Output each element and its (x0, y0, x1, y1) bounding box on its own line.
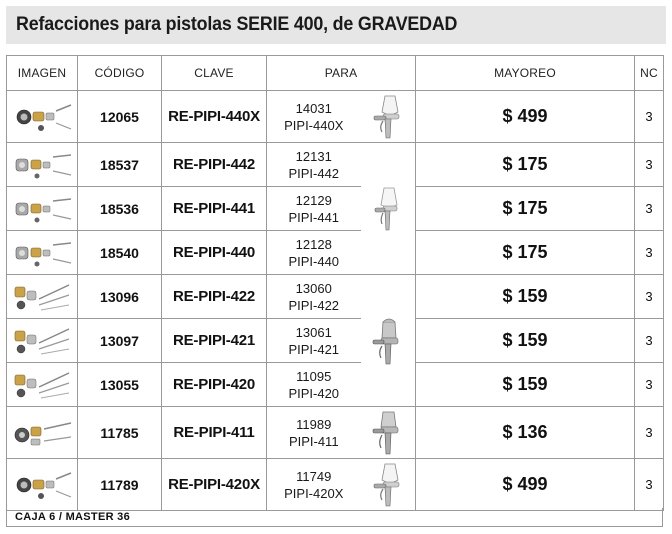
part-image (7, 231, 78, 275)
codigo-cell: 18540 (78, 231, 162, 275)
part-image (7, 143, 78, 187)
table-row (7, 407, 664, 459)
spare-kit-icon (11, 235, 73, 271)
spare-kit-icon (11, 191, 73, 227)
part-image (7, 187, 78, 231)
nc-cell: 3 (635, 187, 664, 231)
mayoreo-cell: $ 499 (416, 91, 635, 143)
table-row (7, 231, 664, 275)
para-model: PIPI-411 (288, 433, 339, 449)
mayoreo-cell: $ 136 (416, 407, 635, 459)
para-code: 11749 (296, 468, 332, 484)
part-image (7, 275, 78, 319)
spray-gun-icon (371, 462, 405, 508)
footer (6, 508, 663, 527)
spray-gun-icon (371, 410, 405, 456)
para-code: 12128 (295, 236, 332, 252)
mayoreo-cell: $ 159 (416, 363, 635, 407)
para-cell (267, 91, 361, 143)
header-nc: NC (635, 56, 664, 91)
clave-cell: RE-PIPI-411 (162, 407, 267, 459)
mayoreo-cell: $ 175 (416, 143, 635, 187)
gun-image (361, 91, 416, 143)
nc-cell: 3 (635, 275, 664, 319)
codigo-cell: 13096 (78, 275, 162, 319)
codigo-cell: 11785 (78, 407, 162, 459)
clave-cell: RE-PIPI-420 (162, 363, 267, 407)
table-row (7, 143, 664, 187)
spray-gun-icon (371, 316, 405, 366)
para-cell (267, 275, 361, 319)
title-bar (6, 6, 666, 44)
codigo-cell: 13097 (78, 319, 162, 363)
para-model: PIPI-421 (288, 341, 340, 357)
codigo-cell: 18536 (78, 187, 162, 231)
header-para: PARA (267, 56, 416, 91)
mayoreo-cell: $ 499 (416, 459, 635, 511)
spare-kit-icon (11, 279, 73, 315)
spare-kit-icon (11, 467, 73, 503)
part-image (7, 363, 78, 407)
table-row (7, 319, 664, 363)
clave-cell: RE-PIPI-442 (162, 143, 267, 187)
parts-table (6, 55, 664, 511)
para-model: PIPI-420X (284, 485, 344, 501)
table-row (7, 275, 664, 319)
para-code: 14031 (295, 100, 332, 116)
nc-cell: 3 (635, 91, 664, 143)
spare-kit-icon (11, 147, 73, 183)
para-model: PIPI-422 (288, 297, 340, 313)
spray-gun-icon (373, 186, 403, 232)
codigo-cell: 18537 (78, 143, 162, 187)
para-model: PIPI-441 (288, 209, 340, 225)
header-imagen: IMAGEN (7, 56, 78, 91)
gun-image (361, 459, 416, 511)
para-cell (267, 407, 361, 459)
nc-cell: 3 (635, 231, 664, 275)
header-clave: CLAVE (162, 56, 267, 91)
para-model: PIPI-440 (288, 253, 340, 269)
para-code: 13061 (295, 324, 332, 340)
para-cell (267, 187, 361, 231)
para-code: 11095 (296, 368, 332, 384)
spare-kit-icon (11, 415, 73, 451)
table-row (7, 91, 664, 143)
para-code: 13060 (295, 280, 332, 296)
nc-cell: 3 (635, 459, 664, 511)
para-cell (267, 231, 361, 275)
nc-cell: 3 (635, 407, 664, 459)
para-cell (267, 459, 361, 511)
table-row (7, 363, 664, 407)
para-cell (267, 319, 361, 363)
para-code: 11989 (296, 416, 332, 432)
gun-image (361, 275, 416, 407)
part-image (7, 91, 78, 143)
para-model: PIPI-420 (288, 385, 340, 401)
spray-gun-icon (371, 94, 405, 140)
header-row (7, 56, 664, 91)
table-row (7, 459, 664, 511)
para-model: PIPI-440X (284, 117, 344, 133)
clave-cell: RE-PIPI-420X (162, 459, 267, 511)
codigo-cell: 13055 (78, 363, 162, 407)
part-image (7, 459, 78, 511)
nc-cell: 3 (635, 143, 664, 187)
clave-cell: RE-PIPI-422 (162, 275, 267, 319)
para-cell (267, 363, 361, 407)
part-image (7, 407, 78, 459)
clave-cell: RE-PIPI-421 (162, 319, 267, 363)
header-mayoreo: MAYOREO (416, 56, 635, 91)
mayoreo-cell: $ 175 (416, 231, 635, 275)
part-image (7, 319, 78, 363)
clave-cell: RE-PIPI-440 (162, 231, 267, 275)
codigo-cell: 12065 (78, 91, 162, 143)
header-codigo: CÓDIGO (78, 56, 162, 91)
para-model: PIPI-442 (288, 165, 340, 181)
nc-cell: 3 (635, 319, 664, 363)
codigo-cell: 11789 (78, 459, 162, 511)
mayoreo-cell: $ 159 (416, 319, 635, 363)
spare-kit-icon (11, 99, 73, 135)
footer-text: CAJA 6 / MASTER 36 (15, 511, 131, 523)
gun-image (361, 407, 416, 459)
spare-kit-icon (11, 367, 73, 403)
para-cell (267, 143, 361, 187)
table-row (7, 187, 664, 231)
para-code: 12131 (295, 148, 332, 164)
clave-cell: RE-PIPI-440X (162, 91, 267, 143)
page-title: Refacciones para pistolas SERIE 400, de GRAVEDAD (16, 14, 458, 35)
clave-cell: RE-PIPI-441 (162, 187, 267, 231)
gun-image (361, 143, 416, 275)
spare-kit-icon (11, 323, 73, 359)
para-code: 12129 (295, 192, 332, 208)
mayoreo-cell: $ 175 (416, 187, 635, 231)
nc-cell: 3 (635, 363, 664, 407)
mayoreo-cell: $ 159 (416, 275, 635, 319)
